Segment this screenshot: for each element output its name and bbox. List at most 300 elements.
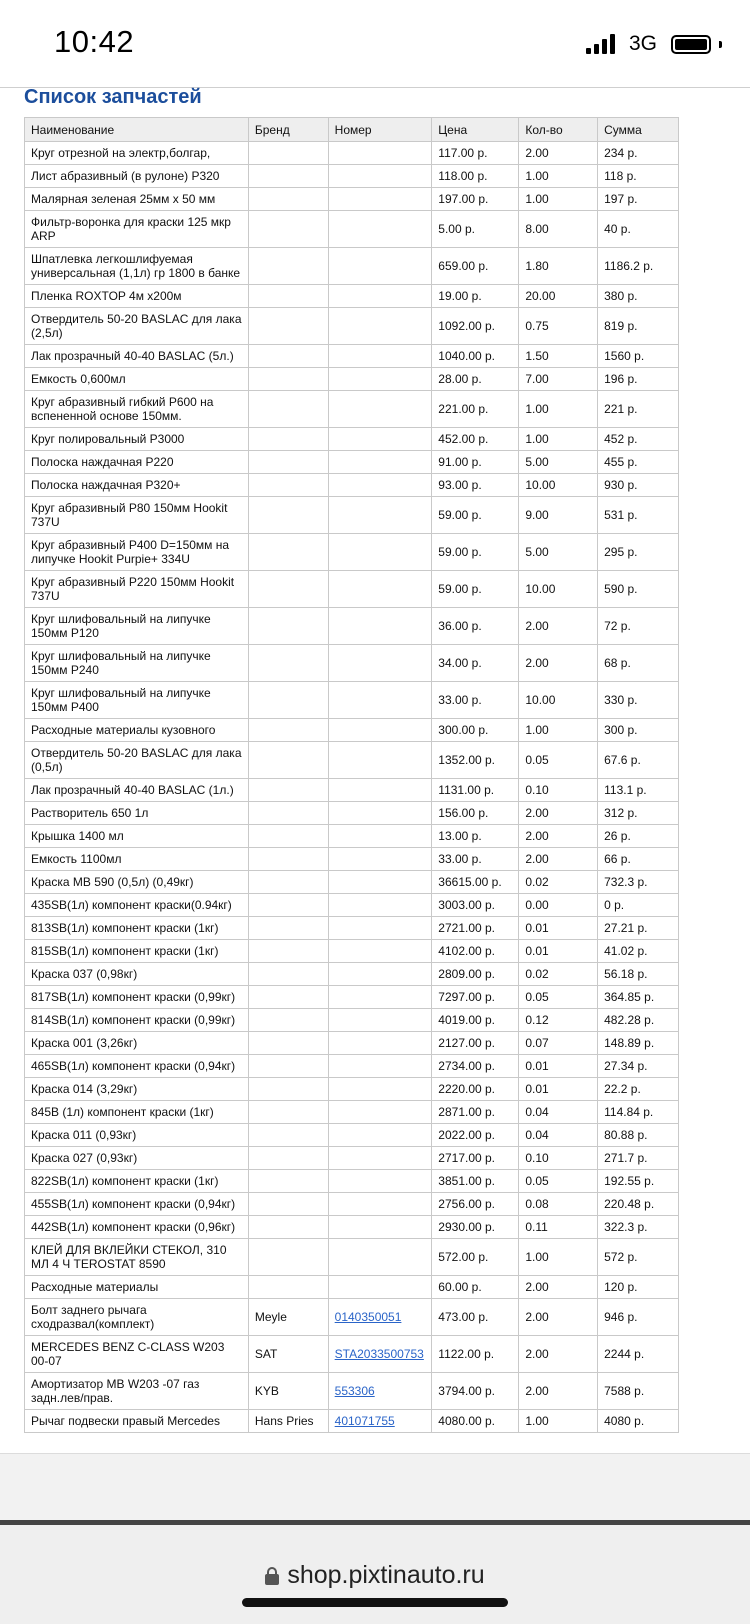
cell-price: 33.00 р. — [432, 682, 519, 719]
address-bar-content[interactable] — [0, 1561, 750, 1590]
cellular-signal-icon — [586, 34, 615, 54]
cell-qty: 1.00 — [519, 188, 598, 211]
cell-number — [328, 165, 432, 188]
cell-sum: 67.6 р. — [598, 742, 679, 779]
cell-number — [328, 534, 432, 571]
cell-sum: 1560 р. — [598, 345, 679, 368]
cell-brand — [248, 986, 328, 1009]
cell-name: Емкость 0,600мл — [25, 368, 249, 391]
cell-price: 3851.00 р. — [432, 1170, 519, 1193]
header-qty: Кол-во — [519, 118, 598, 142]
cell-price: 59.00 р. — [432, 534, 519, 571]
cell-number — [328, 211, 432, 248]
cell-name: Пленка ROXTOP 4м х200м — [25, 285, 249, 308]
cell-number — [328, 940, 432, 963]
cell-sum: 930 р. — [598, 474, 679, 497]
header-number: Номер — [328, 118, 432, 142]
table-row — [25, 1193, 679, 1216]
network-type: 3G — [628, 32, 657, 55]
cell-brand — [248, 645, 328, 682]
cell-number — [328, 1101, 432, 1124]
header-name: Наименование — [25, 118, 249, 142]
cell-qty: 20.00 — [519, 285, 598, 308]
cell-name: Круг отрезной на электр,болгар, — [25, 142, 249, 165]
table-row — [25, 871, 679, 894]
cell-price: 2734.00 р. — [432, 1055, 519, 1078]
url-text[interactable]: shop.pixtinauto.ru — [287, 1561, 485, 1589]
cell-number — [328, 285, 432, 308]
cell-brand — [248, 940, 328, 963]
cell-price: 5.00 р. — [432, 211, 519, 248]
cell-name: Рычаг подвески правый Mercedes — [25, 1410, 249, 1433]
cell-price: 59.00 р. — [432, 497, 519, 534]
cell-qty: 0.05 — [519, 1170, 598, 1193]
cell-brand — [248, 719, 328, 742]
cell-qty: 10.00 — [519, 571, 598, 608]
cell-price: 93.00 р. — [432, 474, 519, 497]
cell-number — [328, 986, 432, 1009]
cell-qty: 7.00 — [519, 368, 598, 391]
cell-sum: 196 р. — [598, 368, 679, 391]
cell-price: 659.00 р. — [432, 248, 519, 285]
cell-qty: 0.10 — [519, 1147, 598, 1170]
cell-brand — [248, 308, 328, 345]
table-row — [25, 142, 679, 165]
cell-qty: 0.12 — [519, 1009, 598, 1032]
table-row — [25, 1276, 679, 1299]
cell-brand — [248, 1055, 328, 1078]
status-time: 10:42 — [54, 24, 135, 59]
cell-price: 197.00 р. — [432, 188, 519, 211]
cell-price: 1131.00 р. — [432, 779, 519, 802]
cell-qty: 10.00 — [519, 474, 598, 497]
cell-brand — [248, 848, 328, 871]
cell-qty: 9.00 — [519, 497, 598, 534]
cell-sum: 22.2 р. — [598, 1078, 679, 1101]
cell-qty: 1.00 — [519, 1239, 598, 1276]
cell-name: Фильтр-воронка для краски 125 мкр ARP — [25, 211, 249, 248]
cell-qty: 0.05 — [519, 742, 598, 779]
part-number-link[interactable]: 401071755 — [334, 1414, 395, 1428]
cell-qty: 5.00 — [519, 534, 598, 571]
table-row — [25, 571, 679, 608]
cell-brand — [248, 188, 328, 211]
cell-sum: 590 р. — [598, 571, 679, 608]
cell-name: Круг полировальный P3000 — [25, 428, 249, 451]
cell-brand — [248, 142, 328, 165]
table-row — [25, 1336, 679, 1373]
cell-name: Амортизатор MB W203 -07 газ задн.лев/прав. — [25, 1373, 249, 1410]
cell-qty: 0.02 — [519, 871, 598, 894]
cell-price: 7297.00 р. — [432, 986, 519, 1009]
cell-brand — [248, 571, 328, 608]
cell-brand — [248, 963, 328, 986]
cell-brand — [248, 1078, 328, 1101]
cell-price: 118.00 р. — [432, 165, 519, 188]
cell-name: 814SB(1л) компонент краски (0,99кг) — [25, 1009, 249, 1032]
cell-sum: 300 р. — [598, 719, 679, 742]
cell-name: Шпатлевка легкошлифуемая универсальная (1,1л) гр 1800 в банке — [25, 248, 249, 285]
cell-price: 4080.00 р. — [432, 1410, 519, 1433]
cell-number — [328, 802, 432, 825]
cell-sum: 364.85 р. — [598, 986, 679, 1009]
table-row — [25, 368, 679, 391]
table-row — [25, 986, 679, 1009]
cell-brand — [248, 211, 328, 248]
cell-qty: 2.00 — [519, 142, 598, 165]
cell-sum: 452 р. — [598, 428, 679, 451]
cell-name: Лак прозрачный 40-40 BASLAC (1л.) — [25, 779, 249, 802]
table-row — [25, 1216, 679, 1239]
part-number-link[interactable]: 0140350051 — [334, 1310, 402, 1324]
cell-number — [328, 871, 432, 894]
cell-brand: SAT — [248, 1336, 328, 1373]
cell-name: Емкость 1100мл — [25, 848, 249, 871]
table-row — [25, 779, 679, 802]
cell-sum: 1186.2 р. — [598, 248, 679, 285]
cell-name: 465SB(1л) компонент краски (0,94кг) — [25, 1055, 249, 1078]
cell-brand — [248, 391, 328, 428]
cell-price: 1352.00 р. — [432, 742, 519, 779]
cell-number — [328, 1147, 432, 1170]
cell-qty: 8.00 — [519, 211, 598, 248]
table-row — [25, 802, 679, 825]
cell-number — [328, 779, 432, 802]
cell-name: Краска 014 (3,29кг) — [25, 1078, 249, 1101]
cell-sum: 732.3 р. — [598, 871, 679, 894]
cell-brand — [248, 451, 328, 474]
cell-price: 300.00 р. — [432, 719, 519, 742]
cell-sum: 120 р. — [598, 1276, 679, 1299]
cell-price: 60.00 р. — [432, 1276, 519, 1299]
cell-sum: 27.34 р. — [598, 1055, 679, 1078]
table-row — [25, 894, 679, 917]
cell-number — [328, 1299, 432, 1336]
cell-qty: 0.01 — [519, 940, 598, 963]
cell-sum: 312 р. — [598, 802, 679, 825]
cell-name: 813SB(1л) компонент краски (1кг) — [25, 917, 249, 940]
cell-brand — [248, 1009, 328, 1032]
cell-name: Лист абразивный (в рулоне) P320 — [25, 165, 249, 188]
cell-name: Отвердитель 50-20 BASLAC для лака (2,5л) — [25, 308, 249, 345]
cell-qty: 0.02 — [519, 963, 598, 986]
cell-qty: 0.01 — [519, 1055, 598, 1078]
table-row — [25, 645, 679, 682]
cell-name: 442SB(1л) компонент краски (0,96кг) — [25, 1216, 249, 1239]
cell-sum: 72 р. — [598, 608, 679, 645]
cell-name: Крышка 1400 мл — [25, 825, 249, 848]
cell-number — [328, 1032, 432, 1055]
cell-brand — [248, 825, 328, 848]
page-title: Список запчастей — [24, 86, 202, 108]
cell-brand — [248, 1276, 328, 1299]
cell-name: Круг абразивный P80 150мм Hookit 737U — [25, 497, 249, 534]
cell-number — [328, 428, 432, 451]
cell-sum: 380 р. — [598, 285, 679, 308]
cell-qty: 0.07 — [519, 1032, 598, 1055]
cell-sum: 80.88 р. — [598, 1124, 679, 1147]
table-row — [25, 1299, 679, 1336]
cell-brand: Hans Pries — [248, 1410, 328, 1433]
page-footer-area — [0, 1453, 750, 1521]
cell-price: 3794.00 р. — [432, 1373, 519, 1410]
cell-qty: 1.80 — [519, 248, 598, 285]
cell-price: 2930.00 р. — [432, 1216, 519, 1239]
table-row — [25, 188, 679, 211]
cell-number — [328, 1373, 432, 1410]
part-number-link[interactable]: 553306 — [334, 1384, 375, 1398]
cell-price: 59.00 р. — [432, 571, 519, 608]
cell-price: 91.00 р. — [432, 451, 519, 474]
cell-qty: 1.00 — [519, 391, 598, 428]
cell-sum: 220.48 р. — [598, 1193, 679, 1216]
table-row — [25, 451, 679, 474]
cell-sum: 819 р. — [598, 308, 679, 345]
table-row — [25, 848, 679, 871]
part-number-link[interactable]: STA2033500753 — [334, 1347, 424, 1361]
cell-sum: 68 р. — [598, 645, 679, 682]
cell-qty: 0.01 — [519, 917, 598, 940]
cell-name: Круг шлифовальный на липучке 150мм P400 — [25, 682, 249, 719]
cell-qty: 1.00 — [519, 1410, 598, 1433]
cell-name: Круг абразивный гибкий P600 на вспененной основе 150мм. — [25, 391, 249, 428]
cell-brand — [248, 248, 328, 285]
cell-brand: KYB — [248, 1373, 328, 1410]
cell-sum: 148.89 р. — [598, 1032, 679, 1055]
cell-name: 817SB(1л) компонент краски (0,99кг) — [25, 986, 249, 1009]
cell-qty: 0.10 — [519, 779, 598, 802]
cell-number — [328, 917, 432, 940]
table-row — [25, 1124, 679, 1147]
cell-sum: 118 р. — [598, 165, 679, 188]
cell-name: Круг абразивный P400 D=150мм на липучке Hookit Purpie+ 334U — [25, 534, 249, 571]
cell-name: Круг шлифовальный на липучке 150мм P120 — [25, 608, 249, 645]
cell-number — [328, 1078, 432, 1101]
table-row — [25, 345, 679, 368]
cell-sum: 330 р. — [598, 682, 679, 719]
table-row — [25, 940, 679, 963]
cell-price: 2220.00 р. — [432, 1078, 519, 1101]
browser-address-bar[interactable] — [0, 1525, 750, 1624]
cell-brand: Meyle — [248, 1299, 328, 1336]
cell-price: 33.00 р. — [432, 848, 519, 871]
cell-sum: 271.7 р. — [598, 1147, 679, 1170]
cell-brand — [248, 894, 328, 917]
cell-price: 36.00 р. — [432, 608, 519, 645]
cell-qty: 2.00 — [519, 1299, 598, 1336]
cell-brand — [248, 1147, 328, 1170]
cell-sum: 113.1 р. — [598, 779, 679, 802]
cell-qty: 2.00 — [519, 1373, 598, 1410]
cell-sum: 295 р. — [598, 534, 679, 571]
cell-name: 815SB(1л) компонент краски (1кг) — [25, 940, 249, 963]
table-row — [25, 1078, 679, 1101]
table-row — [25, 719, 679, 742]
cell-qty: 1.00 — [519, 165, 598, 188]
cell-brand — [248, 474, 328, 497]
cell-brand — [248, 497, 328, 534]
home-indicator[interactable] — [242, 1598, 508, 1607]
cell-price: 117.00 р. — [432, 142, 519, 165]
cell-brand — [248, 1170, 328, 1193]
cell-price: 156.00 р. — [432, 802, 519, 825]
table-row — [25, 308, 679, 345]
cell-brand — [248, 871, 328, 894]
cell-number — [328, 1009, 432, 1032]
cell-sum: 482.28 р. — [598, 1009, 679, 1032]
table-row — [25, 825, 679, 848]
cell-sum: 197 р. — [598, 188, 679, 211]
table-row — [25, 1410, 679, 1433]
cell-brand — [248, 682, 328, 719]
cell-number — [328, 848, 432, 871]
cell-sum: 234 р. — [598, 142, 679, 165]
header-sum: Сумма — [598, 118, 679, 142]
status-indicators — [586, 32, 722, 56]
battery-icon — [671, 35, 711, 54]
table-row — [25, 608, 679, 645]
cell-price: 2756.00 р. — [432, 1193, 519, 1216]
cell-sum: 192.55 р. — [598, 1170, 679, 1193]
cell-number — [328, 1276, 432, 1299]
cell-qty: 1.00 — [519, 719, 598, 742]
cell-number — [328, 742, 432, 779]
lock-icon — [265, 1567, 279, 1585]
cell-number — [328, 248, 432, 285]
cell-name: Расходные материалы — [25, 1276, 249, 1299]
cell-brand — [248, 1101, 328, 1124]
battery-nub — [719, 41, 722, 48]
table-row — [25, 165, 679, 188]
cell-qty: 2.00 — [519, 1336, 598, 1373]
cell-brand — [248, 1032, 328, 1055]
cell-sum: 66 р. — [598, 848, 679, 871]
cell-brand — [248, 1239, 328, 1276]
cell-number — [328, 645, 432, 682]
cell-brand — [248, 285, 328, 308]
cell-qty: 0.08 — [519, 1193, 598, 1216]
table-row — [25, 248, 679, 285]
cell-name: Краска 001 (3,26кг) — [25, 1032, 249, 1055]
cell-sum: 26 р. — [598, 825, 679, 848]
cell-number — [328, 368, 432, 391]
cell-number — [328, 308, 432, 345]
table-row — [25, 1009, 679, 1032]
cell-sum: 27.21 р. — [598, 917, 679, 940]
cell-number — [328, 497, 432, 534]
cell-name: Круг шлифовальный на липучке 150мм P240 — [25, 645, 249, 682]
cell-price: 28.00 р. — [432, 368, 519, 391]
cell-number — [328, 345, 432, 368]
cell-price: 4019.00 р. — [432, 1009, 519, 1032]
cell-number — [328, 1124, 432, 1147]
cell-qty: 2.00 — [519, 608, 598, 645]
cell-sum: 455 р. — [598, 451, 679, 474]
cell-sum: 946 р. — [598, 1299, 679, 1336]
cell-number — [328, 1216, 432, 1239]
table-row — [25, 1147, 679, 1170]
cell-qty: 0.04 — [519, 1101, 598, 1124]
cell-name: Расходные материалы кузовного — [25, 719, 249, 742]
table-row — [25, 742, 679, 779]
cell-name: КЛЕЙ ДЛЯ ВКЛЕЙКИ СТЕКОЛ, 310 МЛ 4 Ч TEROSTAT 8590 — [25, 1239, 249, 1276]
cell-name: Краска 027 (0,93кг) — [25, 1147, 249, 1170]
cell-brand — [248, 779, 328, 802]
cell-name: MERCEDES BENZ C-CLASS W203 00-07 — [25, 1336, 249, 1373]
cell-sum: 322.3 р. — [598, 1216, 679, 1239]
table-row — [25, 1101, 679, 1124]
table-row — [25, 682, 679, 719]
cell-price: 19.00 р. — [432, 285, 519, 308]
cell-number — [328, 142, 432, 165]
cell-name: Растворитель 650 1л — [25, 802, 249, 825]
table-row — [25, 1373, 679, 1410]
cell-price: 2871.00 р. — [432, 1101, 519, 1124]
cell-sum: 221 р. — [598, 391, 679, 428]
cell-qty: 1.00 — [519, 428, 598, 451]
cell-qty: 0.75 — [519, 308, 598, 345]
cell-name: Круг абразивный P220 150мм Hookit 737U — [25, 571, 249, 608]
cell-name: Полоска наждачная P220 — [25, 451, 249, 474]
cell-number — [328, 682, 432, 719]
cell-qty: 0.04 — [519, 1124, 598, 1147]
cell-brand — [248, 345, 328, 368]
table-row — [25, 474, 679, 497]
cell-brand — [248, 1216, 328, 1239]
cell-name: Краска MB 590 (0,5л) (0,49кг) — [25, 871, 249, 894]
header-price: Цена — [432, 118, 519, 142]
cell-qty: 2.00 — [519, 802, 598, 825]
cell-brand — [248, 742, 328, 779]
cell-number — [328, 1055, 432, 1078]
cell-sum: 0 р. — [598, 894, 679, 917]
cell-number — [328, 1193, 432, 1216]
cell-brand — [248, 608, 328, 645]
cell-name: 435SB(1л) компонент краски(0.94кг) — [25, 894, 249, 917]
table-row — [25, 1170, 679, 1193]
cell-qty: 2.00 — [519, 825, 598, 848]
table-row — [25, 1239, 679, 1276]
cell-price: 473.00 р. — [432, 1299, 519, 1336]
cell-qty: 1.50 — [519, 345, 598, 368]
cell-sum: 2244 р. — [598, 1336, 679, 1373]
cell-name: Отвердитель 50-20 BASLAC для лака (0,5л) — [25, 742, 249, 779]
cell-sum: 7588 р. — [598, 1373, 679, 1410]
table-row — [25, 391, 679, 428]
cell-sum: 572 р. — [598, 1239, 679, 1276]
cell-number — [328, 1170, 432, 1193]
table-row — [25, 1055, 679, 1078]
table-row — [25, 917, 679, 940]
cell-qty: 0.01 — [519, 1078, 598, 1101]
cell-price: 36615.00 р. — [432, 871, 519, 894]
cell-price: 2809.00 р. — [432, 963, 519, 986]
cell-price: 2717.00 р. — [432, 1147, 519, 1170]
cell-number — [328, 719, 432, 742]
cell-sum: 41.02 р. — [598, 940, 679, 963]
cell-name: Малярная зеленая 25мм х 50 мм — [25, 188, 249, 211]
cell-number — [328, 188, 432, 211]
cell-name: 455SB(1л) компонент краски (0,94кг) — [25, 1193, 249, 1216]
cell-qty: 2.00 — [519, 848, 598, 871]
cell-qty: 5.00 — [519, 451, 598, 474]
cell-brand — [248, 428, 328, 451]
cell-sum: 531 р. — [598, 497, 679, 534]
cell-brand — [248, 802, 328, 825]
header-brand: Бренд — [248, 118, 328, 142]
parts-table — [24, 117, 679, 1433]
table-row — [25, 534, 679, 571]
